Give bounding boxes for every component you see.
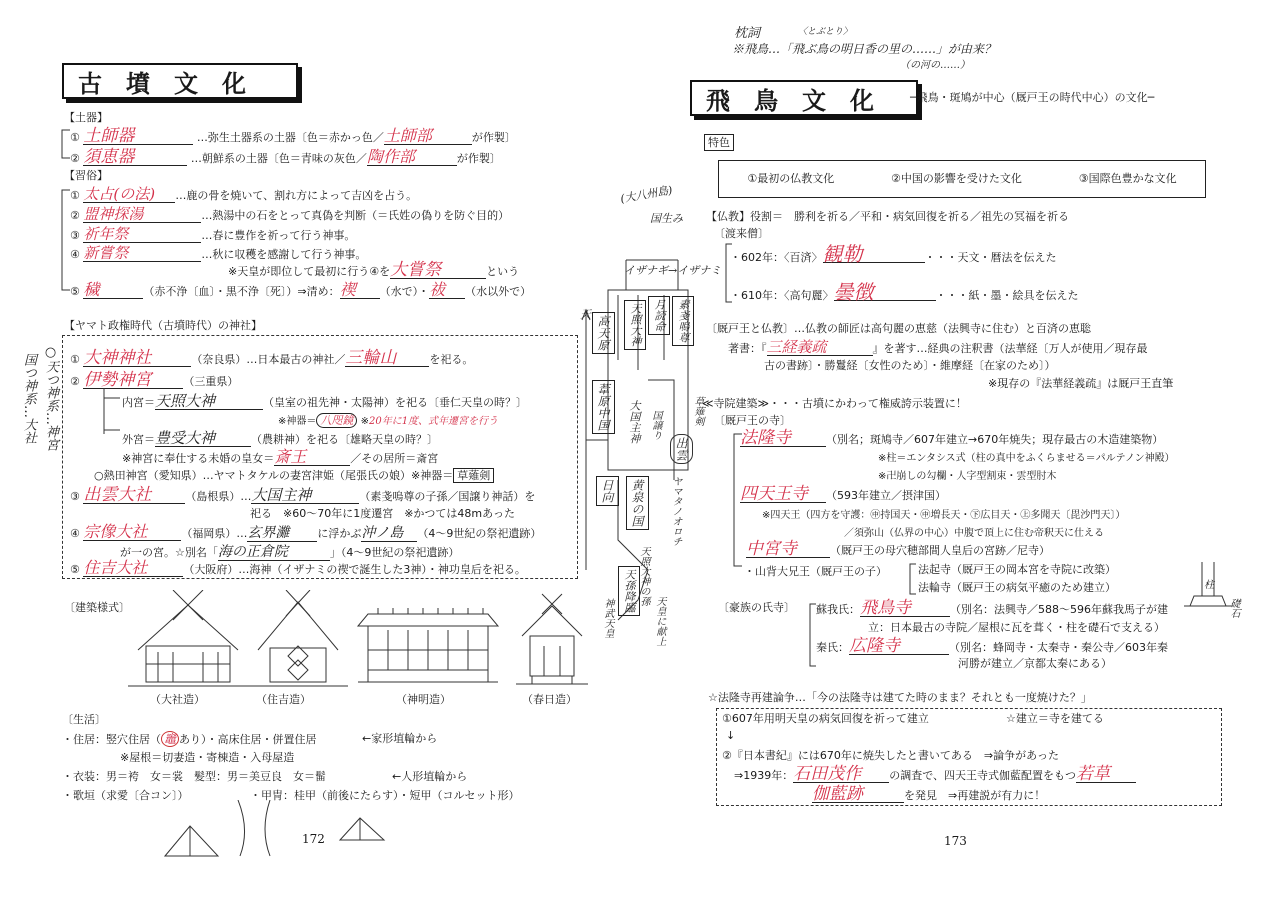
diagram-kusanagi: 草薙剣 xyxy=(692,396,703,426)
tokushoku-item-1: ①最初の仏教文化 xyxy=(747,172,835,185)
top-note-3: ※飛鳥…「飛ぶ鳥の明日香の里の……」が由来？ xyxy=(732,42,997,56)
diagram-ninigi: 天孫降臨 xyxy=(618,566,640,616)
seikatsu-l3: ・衣装：男＝袴 女＝裳 髪型：男＝美豆良 女＝髷 xyxy=(62,770,326,783)
saigu-row: ※神宮に奉仕する未婚の皇女＝斎王 ／その居所＝斎宮 xyxy=(122,447,439,466)
seikatsu-l4: ・歌垣（求愛〔合コン〕） xyxy=(62,789,189,802)
diagram-ookuninushi: 大国主神 xyxy=(628,400,641,444)
diagram-kuniumi: 国生み xyxy=(650,212,683,225)
sumiyoshi-zukuri-drawing xyxy=(248,590,348,686)
umayado-l3: 古の書跡〕・勝鬘経〔女性のため〕・維摩経〔在家のため〕） xyxy=(764,359,1056,372)
diagram-kuniyuzuri: 国譲り xyxy=(650,410,661,440)
yamato-row-2: ② 伊勢神宮 （三重県） xyxy=(70,370,239,390)
soga-row-2: 立：日本最古の寺院／屋根に瓦を葺く・柱を礎石で支える） xyxy=(868,621,1165,634)
diagram-yomi: 黄泉の国 xyxy=(626,476,649,530)
right-subtitle: ─飛鳥・斑鳩が中心（厩戸王の時代中心）の文化─ xyxy=(910,91,1155,104)
atsuta-row: ○熱田神宮（愛知県）…ヤマトタケルの妻宮津姫（尾張氏の娘）※神器＝ 草薙剣 xyxy=(94,468,494,484)
shuzoku-bracket xyxy=(58,120,72,300)
ronso-l4: 伽藍跡 を発見 ⇒再建説が有力に！ xyxy=(812,784,1046,804)
shuzoku-note: ※天皇が即位して最初に行う④を大嘗祭 という xyxy=(228,260,520,280)
shuzoku-row-4: ④ 新嘗祭 …秋に収穫を感謝して行う神事。 xyxy=(70,244,367,262)
top-note-1: 枕詞 xyxy=(734,26,761,41)
shuzoku-row-3: ③ 祈年祭 …春に豊作を祈って行う神事。 xyxy=(70,225,356,243)
seikatsu-l2: ※屋根＝切妻造・寄棟造・入母屋造 xyxy=(120,751,295,764)
right-title xyxy=(690,80,918,116)
shinmei-zukuri-drawing xyxy=(358,608,498,682)
yamashiro-a: 法起寺（厩戸王の岡本宮を寺院に改築） xyxy=(918,563,1116,576)
doki-row-1: ① 土師器 …弥生土器系の土器〔色＝赤かっ色／土師部 が作製〕 xyxy=(70,126,516,146)
bukkyo-602: ・602年：〈百済〉観勒 ・・・天文・暦法を伝えた xyxy=(730,242,1057,266)
right-title-text: 飛 鳥 文 化 xyxy=(706,85,874,115)
taisha-zukuri-drawing xyxy=(128,590,248,686)
diagram-izanagi: イザナギ→イザナミ xyxy=(624,264,722,277)
diagram-susanoo: 素戔嗚尊 xyxy=(672,296,694,346)
shuzoku-row-1: ① 太占(の法) …鹿の骨を焼いて、割れ方によって吉凶を占う。 xyxy=(70,185,418,203)
tokushoku-item-2: ②中国の影響を受けた文化 xyxy=(891,172,1022,185)
diagram-amaterasu: 天照大神 xyxy=(624,300,646,350)
seikatsu-heading: 〔生活〕 xyxy=(62,713,106,726)
pillar-sketch xyxy=(1180,560,1240,630)
diagram-hyuga: 日向 xyxy=(596,476,619,506)
caption-sumiyoshi: （住吉造） xyxy=(256,693,311,706)
seikatsu-l3-right: ←人形埴輪から xyxy=(392,770,468,783)
page-number-right: 173 xyxy=(944,834,967,848)
umayado-l4: ※現存の『法華経義疏』は厩戸王直筆 xyxy=(988,377,1174,390)
kenchiku-heading: 〔建築様式〕 xyxy=(64,601,130,614)
horyuji-row: 法隆寺 （別名；斑鳩寺／607年建立→670年焼失；現存最古の木造建築物） xyxy=(740,428,1164,448)
toraijin-heading: 〔渡来僧〕 xyxy=(714,227,769,240)
yamashiro-b: 法輪寺（厩戸王の病気平癒のため建立） xyxy=(918,581,1116,594)
ronso-l1: ①607年用明天皇の病気回復を祈って建立 xyxy=(722,712,929,725)
diagram-misc1: 天照大神の孫 xyxy=(638,546,649,606)
caption-kasuga: （春日造） xyxy=(522,693,577,706)
pillar-label: 柱 xyxy=(1204,580,1214,591)
bukkyo-l1: 【仏教】役割＝ 勝利を祈る／平和・病気回復を祈る／祖先の冥福を祈る xyxy=(706,210,1069,223)
page-number-left: 172 xyxy=(302,832,325,846)
umayado-l2: 著書：『三経義疏 』を著す…経典の注釈書（法華経〔万人が使用／現存最 xyxy=(728,338,1148,356)
top-note-4: （の河の……） xyxy=(900,60,970,71)
ronso-arrow: ↓ xyxy=(726,729,736,742)
diagram-ten: 天 xyxy=(580,308,591,321)
tokushoku-item-3: ③国際色豊かな文化 xyxy=(1078,172,1177,185)
yamato-row-3b: 祀る ※60〜70年に1度遷宮 ※かつては48mあった xyxy=(250,507,516,520)
yamato-row-4b: が一の宮。☆別名「海の正倉院 」（4〜9世紀の祭祀遺跡） xyxy=(120,544,460,560)
doki-hw-1: 土師器 xyxy=(83,128,193,145)
toraijin-bracket xyxy=(722,240,734,306)
tokushoku-box xyxy=(718,160,1206,198)
diagram-izumo: 出雲 xyxy=(670,434,693,464)
side-note-2: 国つ神系…大社 xyxy=(21,353,36,444)
hata-row: 秦氏：広隆寺 （別名：蜂岡寺・太秦寺・秦公寺／603年秦 xyxy=(816,636,1168,656)
shrine-illustrations xyxy=(128,590,588,690)
gozoku-heading: 〔豪族の氏寺〕 xyxy=(718,601,795,614)
bukkyo-610: ・610年：〈高句麗〉曇徴 ・・・紙・墨・絵具を伝えた xyxy=(730,280,1079,304)
shuzoku-row-5: ⑤ 穢 （赤不浄〔血〕・黒不浄〔死〕）⇒清め：禊 （水で）・祓 （水以外で） xyxy=(70,280,532,299)
gozoku-bracket xyxy=(806,600,818,670)
diagram-tsukuyomi: 月読命 xyxy=(648,296,670,335)
chuguji-row: 中宮寺 （厩戸王の母穴穂部間人皇后の宮跡／尼寺） xyxy=(746,539,1050,559)
seikatsu-l1: ・住居：竪穴住居（ 竈 あり）・高床住居・併置住居 xyxy=(62,732,317,746)
naiku-row: 内宮＝天照大神 （皇室の祖先神・太陽神）を祀る〔垂仁天皇の時？〕 xyxy=(122,392,527,410)
ronso-heading: ☆法隆寺再建論争…「今の法隆寺は建てた時のまま？それとも一度焼けた？」 xyxy=(708,691,1092,704)
kusanagi-tag: 草薙剣 xyxy=(453,468,494,483)
yamashiro-row: ・山背大兄王（厩戸王の子） xyxy=(744,565,887,578)
side-note xyxy=(8,345,64,495)
caption-taisha: （大社造） xyxy=(150,693,205,706)
shitennoji-row: 四天王寺 （593年建立／摂津国） xyxy=(740,484,946,504)
diagram-takamagahara: 高天原 xyxy=(592,312,615,354)
shitennoji-note-1: ※四天王（四方を守護：㊥持国天・㊥増長天・㊦広目天・㊤多聞天〔毘沙門天〕） xyxy=(762,510,1126,521)
ronso-l2: ②『日本書紀』には670年に焼失したと書いてある ⇒論争があった xyxy=(722,749,1059,762)
horyuji-note-2: ※卍崩しの勾欄・人字型割束・雲型肘木 xyxy=(878,471,1057,482)
jiin-l1: ≪寺院建築≫・・・古墳にかわって権威誇示装置に！ xyxy=(702,397,967,410)
diagram-misc2: 天皇に献上 xyxy=(654,596,665,646)
foundation-label: 礎石 xyxy=(1228,598,1239,618)
shitennoji-note-2: ／須弥山（仏界の中心）中腹で頂上に住む帝釈天に仕える xyxy=(844,528,1104,539)
left-title xyxy=(62,63,298,99)
hata-row-2: 河勝が建立／京都太秦にある） xyxy=(958,657,1112,670)
ronso-l3: ⇒1939年：石田茂作 の調査で、四天王寺式伽藍配置をもつ若草 xyxy=(734,766,1136,784)
tokushoku-label: 特色 xyxy=(704,134,734,151)
yamato-heading: 【ヤマト政権時代（古墳時代）の神社】 xyxy=(64,319,262,332)
ise-bracket xyxy=(100,386,124,438)
side-note-1: ○天つ神系…神宮 xyxy=(43,345,58,451)
left-title-text: 古 墳 文 化 xyxy=(78,68,246,98)
diagram-ashihara: 葦原中国 xyxy=(592,380,615,434)
diagram-top: (大八州島) xyxy=(619,183,674,206)
top-note-2: 〈とぶとり〉 xyxy=(798,27,853,37)
jiin-sub: 〔厩戸王の寺〕 xyxy=(714,414,791,427)
yamato-row-4: ④ 宗像大社 （福岡県）…玄界灘 に浮かぶ沖ノ島 （4〜9世紀の祭祀遺跡） xyxy=(70,522,542,541)
yamato-row-5: ⑤ 住吉大社 （大阪府）…海神（イザナミの禊で誕生した3神）・神功皇后を祀る。 xyxy=(70,558,526,577)
doki-heading: 【土器】 xyxy=(64,111,108,124)
doki-hw-2: 須恵器 xyxy=(83,149,187,166)
jiin-bracket xyxy=(728,428,924,598)
caption-shinmei: （神明造） xyxy=(396,693,451,706)
diagram-jimmu: 神武天皇 xyxy=(602,598,613,638)
geku-row: 外宮＝豊受大神 （農耕神）を祀る〔雄略天皇の時？〕 xyxy=(122,429,438,447)
shuzoku-row-2: ② 盟神探湯 …熱湯中の石をとって真偽を判断（＝氏姓の偽りを防ぐ目的） xyxy=(70,205,510,223)
diagram-oroti: ヤマタノオロチ xyxy=(670,476,681,546)
horyuji-note-1: ※柱＝エンタシス式（柱の真中をふくらませる＝パルテノン神殿） xyxy=(878,453,1175,464)
yamato-row-1: ① 大神神社 （奈良県）…日本最古の神社／三輪山 を祀る。 xyxy=(70,348,474,368)
tent-doodle xyxy=(160,800,420,862)
shuzoku-heading: 【習俗】 xyxy=(64,169,108,182)
seikatsu-l1-right: ←家形埴輪から xyxy=(362,732,438,745)
seikatsu-l4-right: ・甲冑：桂甲（前後にたらす）・短甲（コルセット形） xyxy=(250,789,520,802)
umayado-l1: 〔厩戸王と仏教〕…仏教の師匠は高句麗の恵慈（法興寺に住む）と百済の恵聡 xyxy=(706,322,1091,335)
yamato-row-3: ③ 出雲大社 （島根県）…大国主神 （素戔嗚尊の子孫／国譲り神話）を xyxy=(70,485,536,505)
doki-row-2: ② 須恵器 …朝鮮系の土器〔色＝青味の灰色／陶作部 が作製〕 xyxy=(70,147,501,167)
naiku-note: ※神器＝ 八咫鏡 ※20年に1度、式年遷宮を行う xyxy=(278,414,499,427)
soga-row: 蘇我氏：飛鳥寺 （別名：法興寺／588〜596年蘇我馬子が建 xyxy=(816,598,1168,618)
ronso-l1-right: ☆建立＝寺を建てる xyxy=(1006,712,1104,725)
